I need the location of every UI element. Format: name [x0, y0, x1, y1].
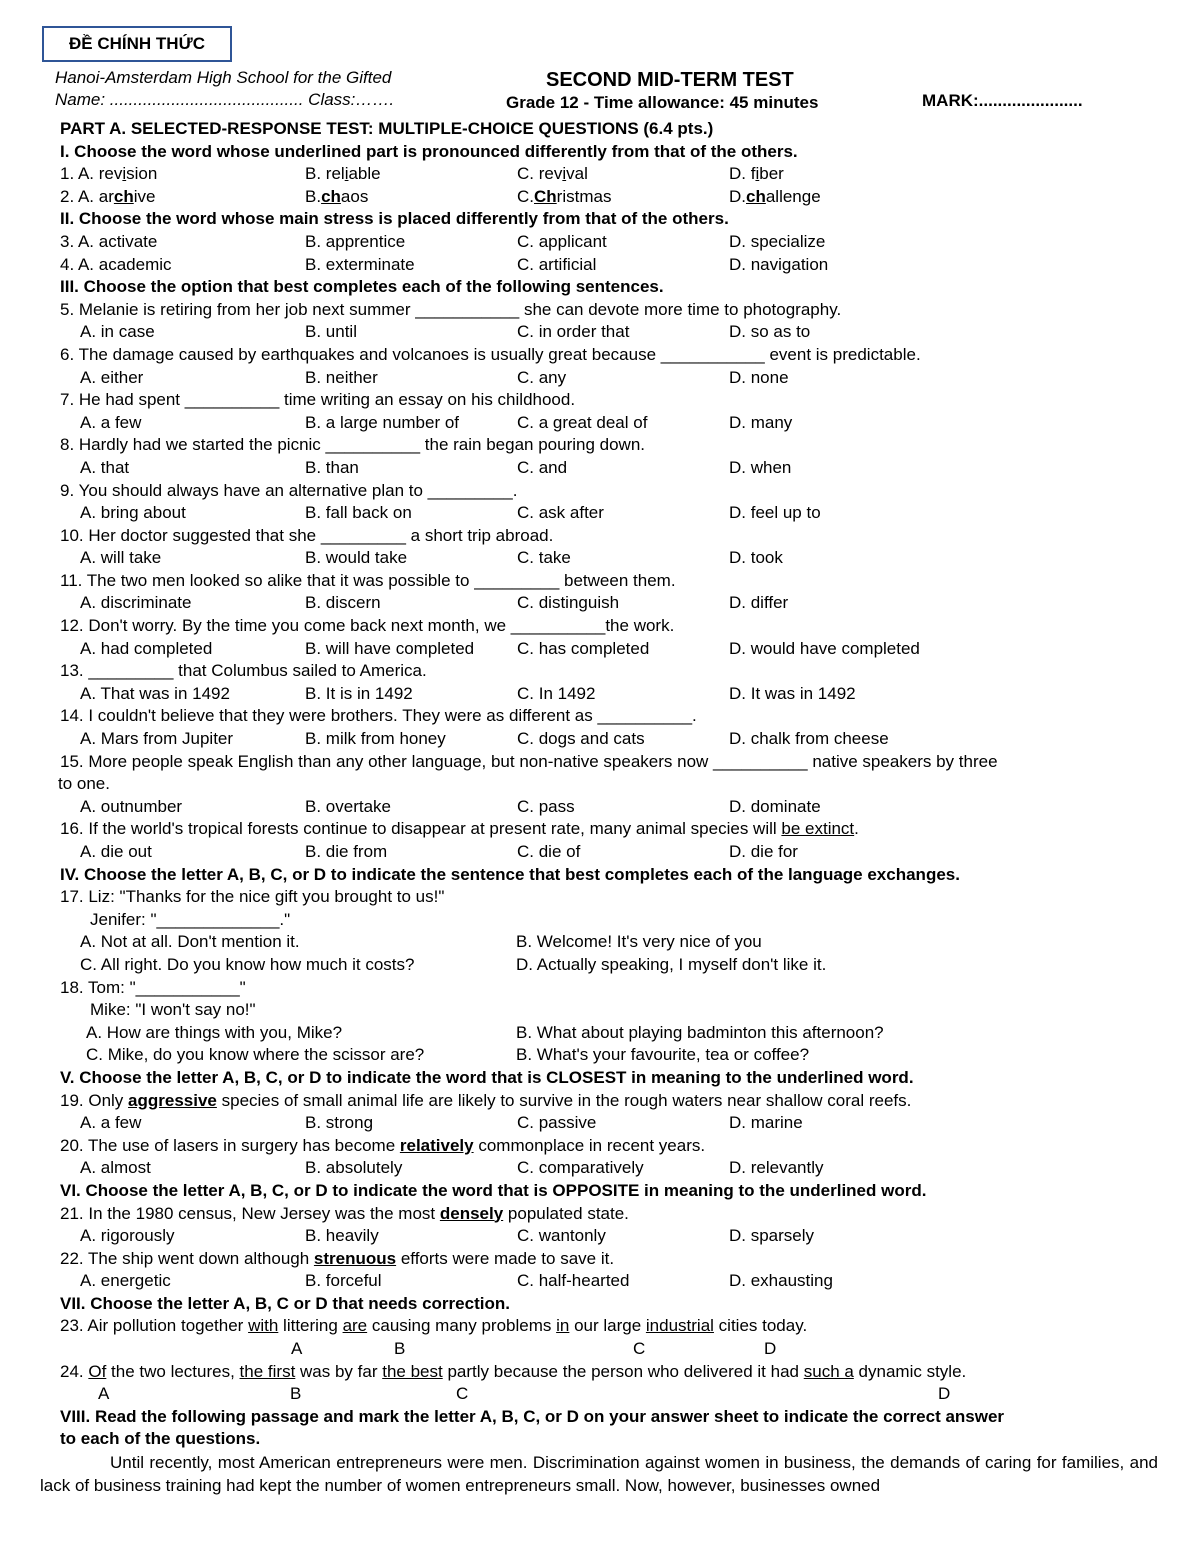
option-a: A. energetic — [80, 1271, 171, 1291]
option-d: D. so as to — [729, 322, 811, 342]
option-b: B. neither — [305, 367, 378, 387]
question-16: 16. If the world's tropical forests continue to disappear at present rate, many animal species will be extinct. — [60, 819, 859, 839]
question-6: 6. The damage caused by earthquakes and volcanoes is usually great because ___________ event is predictable. — [60, 344, 921, 364]
option-a: A. Mars from Jupiter — [80, 729, 234, 749]
test-content — [60, 118, 1160, 1451]
option-a: A. a few — [80, 1113, 142, 1133]
option-d: D. sparsely — [729, 1226, 815, 1246]
option-c: C. half-hearted — [517, 1271, 630, 1291]
part-a-heading: PART A. SELECTED-RESPONSE TEST: MULTIPLE-CHOICE QUESTIONS (6.4 pts.) — [60, 119, 714, 138]
option-c: C. die of — [517, 842, 581, 861]
question-10-options — [60, 547, 1160, 570]
option-c: C. wantonly — [517, 1226, 606, 1246]
question-11: 11. The two men looked so alike that it was possible to _________ between them. — [60, 570, 676, 590]
option-a: A. almost — [80, 1158, 151, 1178]
option-d: B. What's your favourite, tea or coffee? — [516, 1045, 810, 1065]
question-1 — [60, 163, 1160, 186]
option-b: B. would take — [305, 548, 408, 568]
question-17-reply: Jenifer: "_____________." — [90, 909, 291, 929]
option-d: D. when — [729, 457, 792, 477]
option-d: D. differ — [729, 593, 789, 613]
section-8-title: VIII. Read the following passage and mark the letter A, B, C, or D on your answer sheet to indicate the correct answer — [60, 1406, 1005, 1426]
question-21-options — [60, 1225, 1160, 1248]
label-d: D — [938, 1384, 951, 1404]
question-19-options — [60, 1112, 1160, 1135]
question-9-options — [60, 502, 1160, 525]
question-18-options-cd — [60, 1044, 1160, 1067]
option-a: A. that — [80, 457, 130, 477]
option-d: D. die for — [729, 842, 798, 861]
question-18-reply: Mike: "I won't say no!" — [90, 1000, 256, 1020]
option-b: B. fall back on — [305, 503, 412, 523]
option-d: D. marine — [729, 1113, 803, 1133]
question-7-options — [60, 412, 1160, 435]
option-c: C. any — [517, 367, 567, 387]
option-d: D. It was in 1492 — [729, 683, 856, 703]
label-d: D — [764, 1339, 777, 1359]
option-c: C. in order that — [517, 322, 630, 342]
section-7-title: VII. Choose the letter A, B, C or D that needs correction. — [60, 1293, 510, 1313]
label-c: C — [633, 1339, 646, 1359]
section-1-title: I. Choose the word whose underlined part is pronounced differently from that of the others. — [60, 141, 798, 161]
option-a: 4. A. academic — [60, 254, 172, 274]
option-d: D. fiber — [729, 164, 784, 184]
option-a: A. in case — [80, 322, 155, 342]
option-a: A. die out — [80, 842, 152, 861]
question-15-options — [60, 796, 1160, 819]
question-21: 21. In the 1980 census, New Jersey was the most densely populated state. — [60, 1203, 629, 1223]
option-b: B. exterminate — [305, 254, 415, 274]
option-c: C. In 1492 — [517, 683, 596, 703]
name-class-line: Name: ......................................... Class:……. — [55, 90, 395, 109]
option-a: A. Not at all. Don't mention it. — [80, 932, 300, 952]
option-d: D. feel up to — [729, 503, 821, 523]
question-7: 7. He had spent __________ time writing an essay on his childhood. — [60, 390, 576, 410]
school-name: Hanoi-Amsterdam High School for the Gifted — [55, 68, 392, 87]
option-c: C. distinguish — [517, 593, 620, 613]
option-d: D. would have completed — [729, 638, 920, 658]
option-a: A. a few — [80, 412, 142, 432]
option-c: C. a great deal of — [517, 412, 648, 432]
option-c: C. dogs and cats — [517, 729, 645, 749]
test-title: SECOND MID-TERM TEST — [546, 69, 794, 91]
option-c: C. applicant — [517, 231, 607, 251]
section-3-title: III. Choose the option that best completes each of the following sentences. — [60, 277, 664, 297]
question-13: 13. _________ that Columbus sailed to America. — [60, 661, 427, 681]
question-19: 19. Only aggressive species of small animal life are likely to survive in the rough waters near shallow coral reefs. — [60, 1090, 912, 1110]
option-b: B. It is in 1492 — [305, 683, 413, 703]
question-13-options — [60, 683, 1160, 706]
label-c: C — [456, 1384, 469, 1404]
question-9: 9. You should always have an alternative plan to _________. — [60, 480, 518, 500]
label-b: B — [394, 1339, 406, 1359]
option-b: B. forceful — [305, 1271, 382, 1291]
question-23-letters — [60, 1338, 1160, 1361]
option-a: A. will take — [80, 548, 162, 568]
question-22-options — [60, 1270, 1160, 1293]
option-a: 2. A. archive — [60, 186, 156, 206]
option-c: C. artificial — [517, 254, 597, 274]
question-11-options — [60, 592, 1160, 615]
option-b: B. overtake — [305, 796, 391, 816]
option-a: A. rigorously — [80, 1226, 175, 1246]
grade-time-line: Grade 12 - Time allowance: 45 minutes — [506, 93, 819, 112]
option-a: A. How are things with you, Mike? — [86, 1022, 343, 1042]
option-d: D. chalk from cheese — [729, 729, 889, 749]
option-b: B. will have completed — [305, 638, 475, 658]
question-3 — [60, 231, 1160, 254]
question-5: 5. Melanie is retiring from her job next summer ___________ she can devote more time to photography. — [60, 299, 842, 319]
question-17: 17. Liz: "Thanks for the nice gift you brought to us!" — [60, 887, 445, 907]
question-24-letters — [60, 1383, 1160, 1406]
option-d: D. navigation — [729, 254, 829, 274]
option-a: A. bring about — [80, 503, 186, 523]
question-18-options-ab — [60, 1022, 1160, 1045]
option-a: A. discriminate — [80, 593, 192, 613]
question-8-options — [60, 457, 1160, 480]
option-c: C. and — [517, 457, 568, 477]
reading-passage: Until recently, most American entrepreneurs were men. Discrimination against women in business, the demands of caring for families, and lack of business training had kept the number of women entrepreneurs small. Now, however, businesses owned — [40, 1453, 1158, 1495]
option-b: B.chaos — [305, 186, 369, 206]
option-c: C. ask after — [517, 503, 604, 523]
section-8-title-continued: to each of the questions. — [60, 1429, 261, 1449]
option-d: D. many — [729, 412, 793, 432]
question-5-options — [60, 321, 1160, 344]
option-c: C. take — [517, 548, 571, 568]
option-c: C. passive — [517, 1113, 597, 1133]
label-b: B — [290, 1384, 302, 1404]
option-d: D. specialize — [729, 231, 826, 251]
question-16-options — [60, 841, 1160, 864]
option-b: B. than — [305, 457, 359, 477]
option-c: C. pass — [517, 796, 575, 816]
question-15-continued: to one. — [58, 774, 110, 794]
option-c: C. comparatively — [517, 1158, 644, 1178]
option-b: B. heavily — [305, 1226, 379, 1246]
option-c: C. All right. Do you know how much it costs? — [80, 954, 415, 974]
option-b: B. strong — [305, 1113, 374, 1133]
option-b: B. reliable — [305, 164, 381, 184]
option-a: A. either — [80, 367, 144, 387]
mark-field: MARK:...................... — [922, 91, 1083, 110]
section-2-title: II. Choose the word whose main stress is placed differently from that of the others. — [60, 209, 729, 229]
option-d: D. took — [729, 548, 783, 568]
section-4-title: IV. Choose the letter A, B, C, or D to indicate the sentence that best completes each of the language exchanges. — [60, 864, 960, 884]
option-b: B. milk from honey — [305, 729, 446, 749]
option-d: D. dominate — [729, 796, 821, 816]
question-20-options — [60, 1157, 1160, 1180]
label-a: A — [291, 1339, 303, 1359]
option-b: B. discern — [305, 593, 381, 613]
official-exam-badge: ĐỀ CHÍNH THỨC — [42, 26, 232, 62]
option-a: 3. A. activate — [60, 231, 158, 251]
option-a: A. That was in 1492 — [80, 683, 230, 703]
option-b: B. until — [305, 322, 357, 342]
question-12: 12. Don't worry. By the time you come back next month, we __________the work. — [60, 616, 675, 636]
question-20: 20. The use of lasers in surgery has become relatively commonplace in recent years. — [60, 1135, 706, 1155]
option-b: B. a large number of — [305, 412, 460, 432]
option-d: D. Actually speaking, I myself don't like it. — [516, 954, 827, 974]
option-b: B. apprentice — [305, 231, 406, 251]
question-14-options — [60, 728, 1160, 751]
label-a: A — [98, 1384, 110, 1404]
question-2 — [60, 186, 1160, 209]
option-d: D. exhausting — [729, 1271, 833, 1291]
option-b: B. die from — [305, 842, 388, 861]
option-d: D. none — [729, 367, 789, 387]
option-b: B. Welcome! It's very nice of you — [516, 932, 762, 952]
question-14: 14. I couldn't believe that they were brothers. They were as different as __________. — [60, 706, 697, 726]
option-d: D. relevantly — [729, 1158, 824, 1178]
section-5-title: V. Choose the letter A, B, C, or D to indicate the word that is CLOSEST in meaning to the underlined word. — [60, 1067, 914, 1087]
option-c: C. revival — [517, 164, 588, 184]
question-17-options-cd — [60, 954, 1160, 977]
question-15: 15. More people speak English than any other language, but non-native speakers now __________ native speakers by three — [60, 751, 998, 771]
question-24: 24. Of the two lectures, the first was by far the best partly because the person who delivered it had such a dynamic style. — [60, 1361, 967, 1381]
question-17-options-ab — [60, 931, 1160, 954]
section-6-title: VI. Choose the letter A, B, C, or D to indicate the word that is OPPOSITE in meaning to the underlined word. — [60, 1180, 927, 1200]
question-23: 23. Air pollution together with littering are causing many problems in our large industrial cities today. — [60, 1316, 808, 1336]
option-c: C. Mike, do you know where the scissor are? — [86, 1045, 425, 1065]
option-a: 1. A. revision — [60, 164, 158, 184]
option-c: C.Christmas — [517, 186, 612, 206]
option-c: C. has completed — [517, 638, 650, 658]
option-d: D.challenge — [729, 186, 821, 206]
question-18: 18. Tom: "___________" — [60, 977, 246, 997]
question-12-options — [60, 638, 1160, 661]
question-8: 8. Hardly had we started the picnic __________ the rain began pouring down. — [60, 435, 646, 455]
question-22: 22. The ship went down although strenuous efforts were made to save it. — [60, 1248, 615, 1268]
option-a: A. outnumber — [80, 796, 183, 816]
option-b: B. absolutely — [305, 1158, 403, 1178]
question-4 — [60, 254, 1160, 277]
option-b: B. What about playing badminton this afternoon? — [516, 1022, 884, 1042]
question-10: 10. Her doctor suggested that she _________ a short trip abroad. — [60, 525, 554, 545]
question-6-options — [60, 367, 1160, 390]
option-a: A. had completed — [80, 638, 213, 658]
